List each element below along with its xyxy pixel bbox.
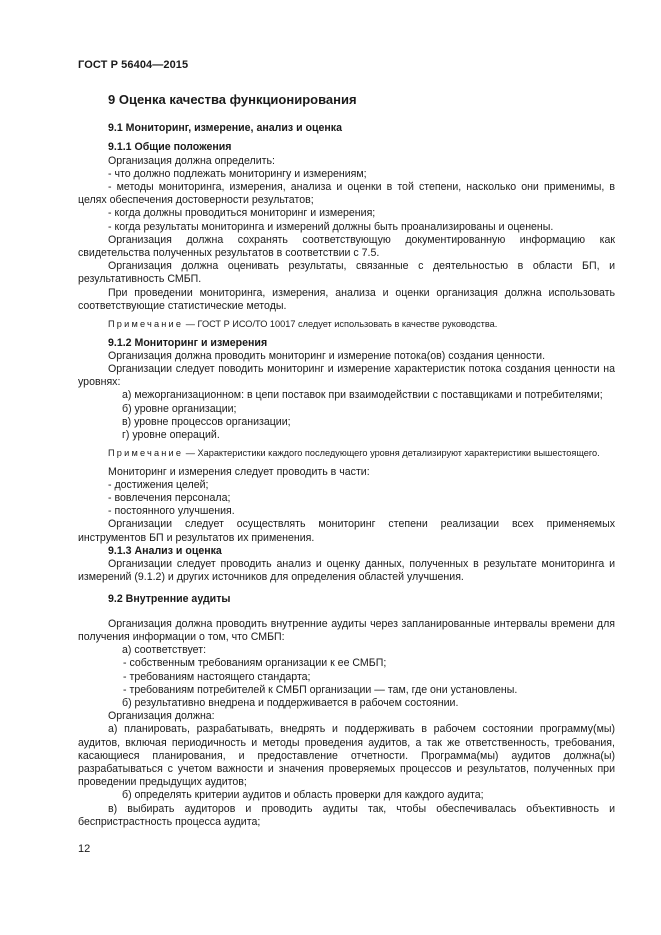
list-item: а) соответствует: [122,644,207,657]
paragraph: Организация должна оценивать результаты, связанные с деятельностью в области БП, и результативность СМБП. [78,260,615,286]
paragraph: Мониторинг и измерения следует проводить в части: [108,465,370,478]
list-item: г) уровне операций. [122,428,220,441]
list-item: - вовлечения персонала; [108,492,231,505]
paragraph: Организация должна сохранять соответствующую документированную информацию как свидетельства полученных результатов в соответствии с 7.5. [78,233,615,260]
paragraph: Организации следует проводить анализ и оценку данных, полученных в результате мониторинга и измерений (9.1.2) и других источников для определения областей улучшения. [78,558,615,584]
list-item: б) результативно внедрена и поддерживается в рабочем состоянии. [122,696,459,709]
list-item: б) уровне организации; [122,402,237,415]
sub-list-item [78,657,615,670]
sub-list-item [78,684,615,697]
sub-list-item-text: - собственным требованиям организации к ее СМБП; [123,657,387,670]
section-9-1-2-heading: 9.1.2 Мониторинг и измерения [108,336,268,349]
section-9-heading: 9 Оценка качества функционирования [108,92,357,107]
list-item: в) уровне процессов организации; [122,415,291,428]
list-item: - достижения целей; [108,478,209,491]
paragraph: Организация должна определить: [108,154,275,167]
paragraph: Организации следует поводить мониторинг и измерение характеристик потока создания ценности на уровнях: [78,362,615,389]
paragraph: Организация должна: [108,710,215,723]
list-item: а) планировать, разрабатывать, внедрять и поддерживать в рабочем состоянии программу(мы) аудитов, включая периодичность и методы проведения аудитов, а так же ответственность, требования, касающиеся планирования, и предоставление отчетности. Программа(мы) аудитов должна(ы) разрабатываться с учетом важности и значения проверяемых процессов и результатов, полученных при проведении предыдущих аудитов; [78,723,615,789]
document-body [78,93,615,829]
paragraph: Организации следует осуществлять мониторинг степени реализации всех применяемых инструментов БП и результатов их применения. [78,518,615,544]
list-item: - что должно подлежать мониторингу и измерениям; [108,167,367,180]
page-number: 12 [78,843,91,855]
list-item: - методы мониторинга, измерения, анализа и оценки в той степени, насколько они применимы, в целях обеспечения достоверности результатов; [78,181,615,207]
note-label: Примечание [108,319,184,330]
sub-list-item-text: - требованиям потребителей к СМБП организации — там, где они установлены. [123,683,518,696]
list-item: а) межорганизационном: в цепи поставок при взаимодействии с поставщиками и потребителями; [122,389,603,402]
note [78,448,615,460]
note-text: — Характеристики каждого последующего уровня детализируют характеристики вышестоящего. [183,448,600,459]
note-label: Примечание [108,448,184,459]
note [78,319,615,331]
list-item: - когда должны проводиться мониторинг и измерения; [108,207,376,220]
note-text: — ГОСТ Р ИСО/ТО 10017 следует использовать в качестве руководства. [183,319,498,330]
paragraph: Организация должна проводить внутренние аудиты через запланированные интервалы времени для получения информации о том, что СМБП: [78,617,615,643]
list-item: в) выбирать аудиторов и проводить аудиты так, чтобы обеспечивалась объективность и беспристрастность процесса аудита; [78,802,615,828]
list-item: - постоянного улучшения. [108,505,235,518]
list-item: - когда результаты мониторинга и измерений должны быть проанализированы и оценены. [108,220,554,233]
section-9-1-1-heading: 9.1.1 Общие положения [108,141,232,154]
list-item: б) определять критерии аудитов и область проверки для каждого аудита; [122,789,484,802]
section-9-1-3-heading: 9.1.3 Анализ и оценка [108,544,222,557]
document-header: ГОСТ Р 56404—2015 [78,59,189,71]
section-9-1-heading: 9.1 Мониторинг, измерение, анализ и оценка [108,122,342,135]
section-9-2-heading: 9.2 Внутренние аудиты [108,592,231,605]
paragraph: Организация должна проводить мониторинг и измерение потока(ов) создания ценности. [108,349,546,362]
sub-list-item [78,671,615,684]
paragraph: При проведении мониторинга, измерения, анализа и оценки организация должна использовать соответствующие статистические методы. [78,286,615,312]
sub-list-item-text: - требованиям настоящего стандарта; [123,670,311,683]
